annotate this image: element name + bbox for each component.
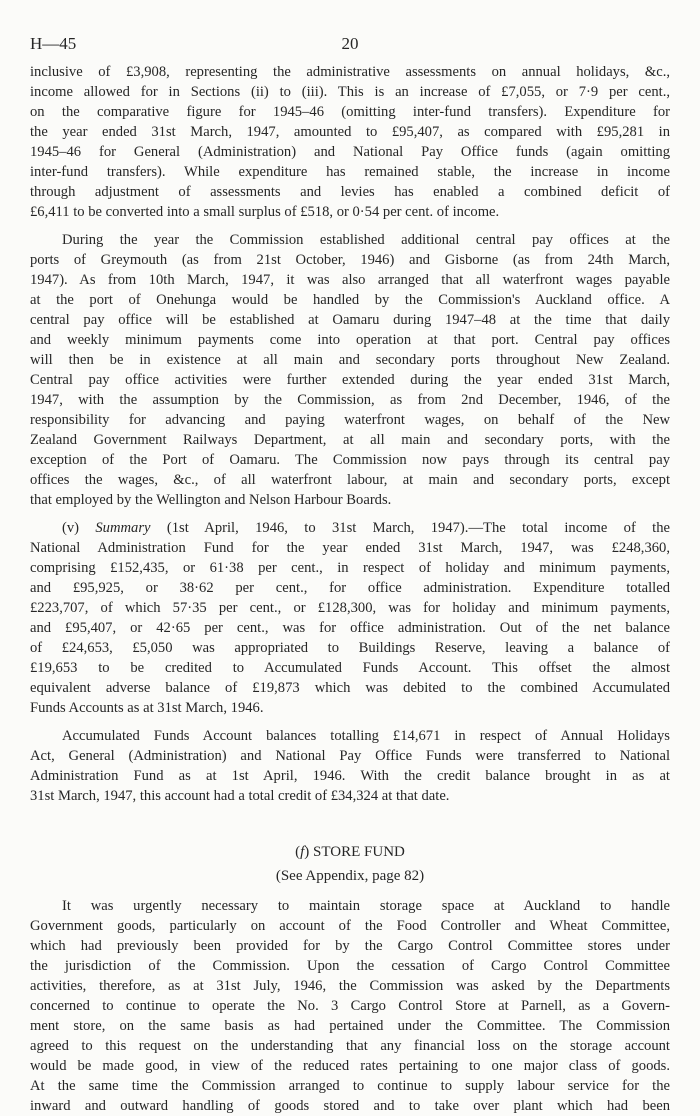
text-line [62, 518, 670, 538]
text-line: Administration Fund as at 1st April, 1946. With the credit balance brought in as at [30, 768, 670, 784]
text-line: At the same time the Commission arranged to continue to supply labour service for the [30, 1078, 670, 1094]
text-line: inclusive of £3,908, representing the administrative assessments on annual holidays, &c., [30, 64, 670, 80]
text-line: and weekly minimum payments come into operation at that port. Central pay offices [30, 332, 670, 348]
text-line: at the port of Onehunga would be handled by the Commission's Auckland office. A [30, 292, 670, 308]
text-line: equivalent adverse balance of £19,873 which was debited to the combined Accumulated [30, 680, 670, 696]
text-line: income allowed for in Sections (ii) to (iii). This is an increase of £7,055, or 7·9 per cent., [30, 84, 670, 100]
text-line: the jurisdiction of the Commission. Upon the cessation of Cargo Control Committee [30, 958, 670, 974]
text-line: of £24,653, £5,050 was appropriated to Buildings Reserve, leaving a balance of [30, 640, 670, 656]
text-line: central pay office will be established at Oamaru during 1947–48 at the time that daily [30, 312, 670, 328]
text-line: Government goods, particularly on account of the Food Controller and Wheat Committee, [30, 918, 670, 934]
text-line: offices the wages, &c., of all waterfront labour, at main and secondary ports, except [30, 472, 670, 488]
text-line: inward and outward handling of goods stored and to take over plant which had been [30, 1098, 670, 1114]
text-line: Funds Accounts as at 31st March, 1946. [30, 700, 264, 716]
text-line: which had previously been provided for by the Cargo Control Committee stores under [30, 938, 670, 954]
text-line: £6,411 to be converted into a small surplus of £518, or 0·54 per cent. of income. [30, 204, 500, 220]
text-line: During the year the Commission established additional central pay offices at the [62, 232, 670, 248]
text-line: It was urgently necessary to maintain storage space at Auckland to handle [62, 898, 670, 914]
text-line: 1947, with the assumption by the Commission, as from 2nd December, 1946, of the [30, 392, 670, 408]
text-line: £223,707, of which 57·35 per cent., or £128,300, was for holiday and minimum payments, [30, 600, 670, 616]
text-line: the year ended 31st March, 1947, amounted to £95,407, as compared with £95,281 in [30, 124, 670, 140]
text-line: through adjustment of assessments and levies has enabled a combined deficit of [30, 184, 670, 200]
text-line: and £95,407, or 42·65 per cent., was for office administration. Out of the net balance [30, 620, 670, 636]
text-line: on the comparative figure for 1945–46 (omitting inter-fund transfers). Expenditure for [30, 104, 670, 120]
text-line: ment store, on the same basis as had pertained under the Committee. The Commission [30, 1018, 670, 1034]
text-line: will then be in existence at all main and secondary ports throughout New Zealand. [30, 352, 670, 368]
text-line: Central pay office activities were further extended during the year ended 31st March, [30, 372, 670, 388]
section-subheading: (See Appendix, page 82) [275, 868, 425, 884]
text-line: 1945–46 for General (Administration) and National Pay Office funds (again omitting [30, 144, 670, 160]
text-line: comprising £152,435, or 61·38 per cent., in respect of holiday and minimum payments, [30, 560, 670, 576]
text-line: £19,653 to be credited to Accumulated Funds Account. This offset the almost [30, 660, 670, 676]
text-line: Zealand Government Railways Department, at all main and secondary ports, with the [30, 432, 670, 448]
text-line: agreed to this request on the understanding that any financial loss on the storage account [30, 1038, 670, 1054]
text-line: Act, General (Administration) and National Pay Office Funds were transferred to National [30, 748, 670, 764]
text-line: concerned to continue to operate the No. 3 Cargo Control Store at Parnell, as a Govern- [30, 998, 670, 1014]
text-line: National Administration Fund for the year ended 31st March, 1947, was £248,360, [30, 540, 670, 556]
section-heading: (f) STORE FUND [295, 844, 405, 860]
report-reference: H—45 [30, 34, 77, 53]
text-line: responsibility for advancing and paying waterfront wages, on behalf of the New [30, 412, 670, 428]
summary-line-rest: (1st April, 1946, to 31st March, 1947).—The total income of the [150, 520, 671, 536]
text-line: activities, therefore, as at 31st July, 1946, the Commission was asked by the Departments [30, 978, 670, 994]
summary-heading: Summary [95, 520, 151, 536]
text-line: inter-fund transfers). While expenditure has remained stable, the increase in income [30, 164, 670, 180]
text-line: exception of the Port of Oamaru. The Commission now pays through its central pay [30, 452, 670, 468]
text-line: 1947). As from 10th March, 1947, it was also arranged that all waterfront wages payable [30, 272, 670, 288]
page-number: 20 [341, 34, 359, 53]
summary-label: (v) [62, 520, 96, 536]
text-line: Accumulated Funds Account balances totalling £14,671 in respect of Annual Holidays [62, 728, 670, 744]
text-line: that employed by the Wellington and Nelson Harbour Boards. [30, 492, 392, 508]
text-line: ports of Greymouth (as from 21st October, 1946) and Gisborne (as from 24th March, [30, 252, 670, 268]
text-line: 31st March, 1947, this account had a total credit of £34,324 at that date. [30, 788, 450, 804]
text-line: and £95,925, or 38·62 per cent., for office administration. Expenditure totalled [30, 580, 670, 596]
text-line: would be made good, in view of the reduced rates pertaining to one major class of goods. [30, 1058, 670, 1074]
